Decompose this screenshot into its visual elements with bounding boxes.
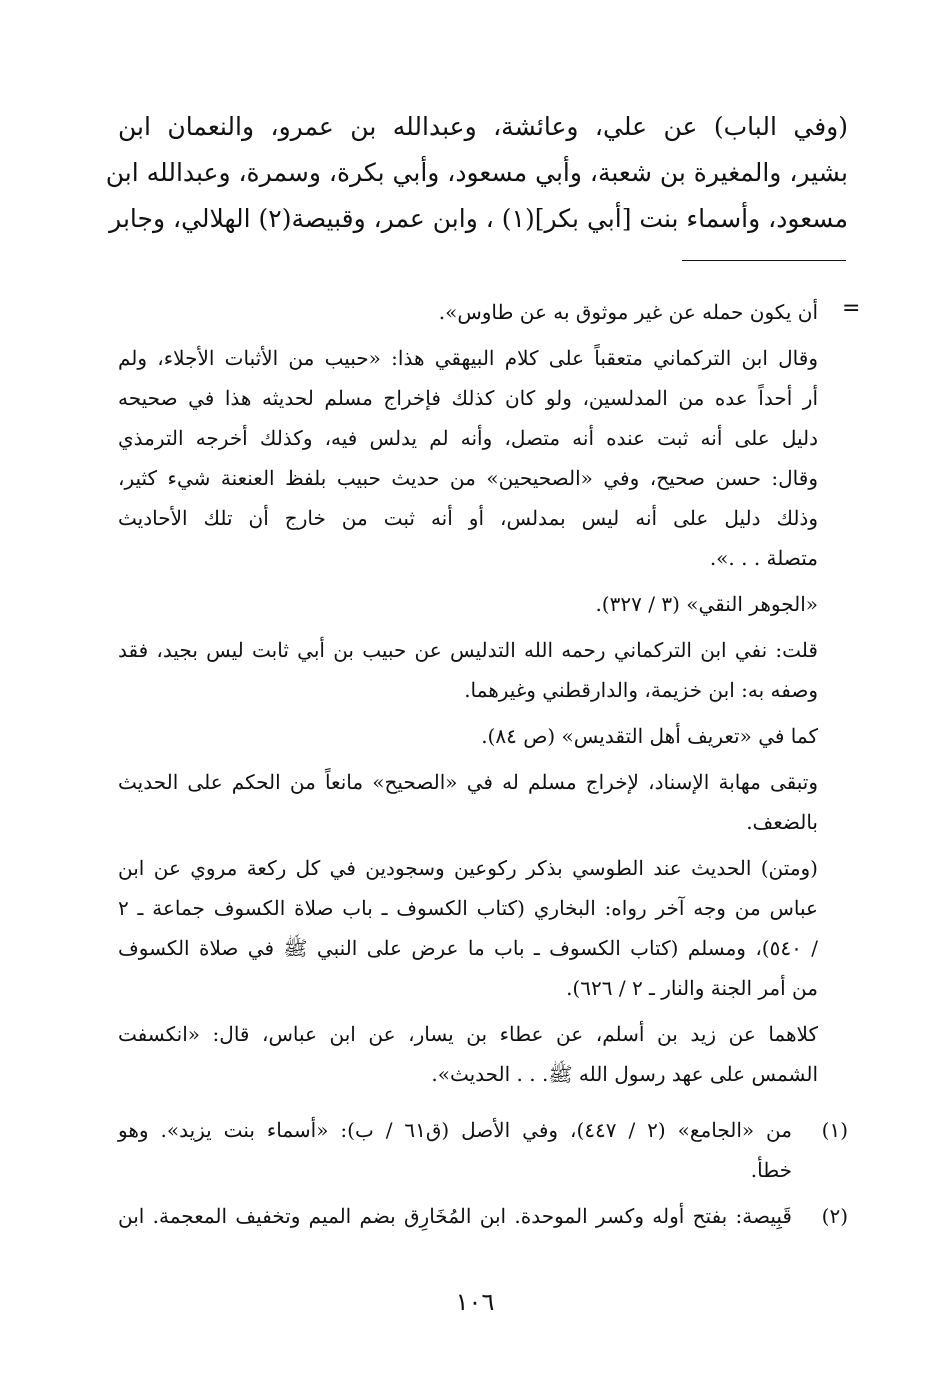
commentary-line: كلاهما عن زيد بن أسلم، عن عطاء بن يسار، عن ابن عباس، قال: «انكسفت: [118, 1022, 818, 1046]
footnote-separator: [682, 260, 846, 261]
commentary-line: كما في «تعريف أهل التقديس» (ص ٨٤).: [481, 724, 818, 748]
main-text-line: بشير، والمغيرة بن شعبة، وأبي مسعود، وأبي بكرة، وسمرة، وعبدالله ابن: [105, 158, 848, 187]
commentary-paragraph: [118, 584, 818, 624]
commentary-paragraph: [118, 292, 818, 332]
commentary-block: [118, 292, 818, 1100]
footnote-number: (١): [821, 1118, 848, 1142]
footnote-line: من «الجامع» (٢ / ٤٤٧)، وفي الأصل (ق٦١ / ب): «أسماء بنت يزيد». وهو: [118, 1118, 792, 1142]
commentary-line: وتبقى مهابة الإسناد، لإخراج مسلم له في «الصحيح» مانعاً من الحكم على الحديث: [118, 770, 818, 794]
commentary-line: بالضعف.: [746, 810, 818, 834]
footnote-body: [118, 1196, 792, 1236]
continuation-mark: =: [842, 296, 861, 321]
commentary-paragraph: [118, 716, 818, 756]
commentary-paragraph: [118, 848, 818, 1008]
commentary-line: عباس من وجه آخر رواه: البخاري (كتاب الكسوف ـ باب صلاة الكسوف جماعة ـ ٢: [118, 896, 818, 920]
commentary-paragraph: [118, 630, 818, 710]
footnote-1: [118, 1110, 848, 1190]
commentary-line: أر أحداً عده من المدلسين، ولو كان كذلك فإخراج مسلم لحديثه هذا في صحيحه: [118, 386, 818, 410]
commentary-paragraph: [118, 338, 818, 578]
commentary-line: متصلة . . .».: [709, 546, 818, 570]
footnote-2: [118, 1196, 848, 1236]
footnote-line: قَبِيصة: بفتح أوله وكسر الموحدة. ابن المُخَارِق بضم الميم وتخفيف المعجمة. ابن: [118, 1204, 792, 1228]
commentary-paragraph: [118, 762, 818, 842]
commentary-line: (ومتن) الحديث عند الطوسي بذكر ركوعين وسجودين في كل ركعة مروي عن ابن: [118, 856, 818, 880]
commentary-line: وصفه به: ابن خزيمة، والدارقطني وغيرهما.: [464, 678, 818, 702]
page-number: ١٠٦: [455, 1288, 495, 1316]
commentary-line: وذلك دليل على أنه ليس بمدلس، أو أنه ثبت من خارج أن تلك الأحاديث: [118, 506, 818, 530]
commentary-line: وقال: حسن صحيح، وفي «الصحيحين» من حديث حبيب بلفظ العنعنة شيء كثير،: [118, 466, 818, 490]
main-text-line: مسعود، وأسماء بنت [أبي بكر](١) ، وابن عمر، وقبيصة(٢) الهلالي، وجابر: [109, 204, 848, 233]
main-text-line: (وفي الباب) عن علي، وعائشة، وعبدالله بن عمرو، والنعمان ابن: [118, 112, 848, 141]
footnote-body: [118, 1110, 792, 1190]
footnote-line: خطأ.: [750, 1158, 792, 1182]
commentary-line: / ٥٤٠)، ومسلم (كتاب الكسوف ـ باب ما عرض على النبي ﷺ في صلاة الكسوف: [118, 936, 818, 960]
main-text: [105, 104, 848, 242]
commentary-line: «الجوهر النقي» (٣ / ٣٢٧).: [595, 592, 818, 616]
commentary-line: دليل على أنه ثبت عنده أنه متصل، وأنه لم يدلس فيه، وكذلك أخرجه الترمذي: [118, 426, 818, 450]
commentary-line: قلت: نفي ابن التركماني رحمه الله التدليس عن حبيب بن أبي ثابت ليس بجيد، فقد: [118, 638, 818, 662]
commentary-line: الشمس على عهد رسول الله ﷺ. . . الحديث».: [431, 1062, 818, 1086]
footnote-number: (٢): [821, 1204, 848, 1228]
commentary-line: وقال ابن التركماني متعقباً على كلام البيهقي هذا: «حبيب من الأثبات الأجلاء، ولم: [118, 346, 818, 370]
commentary-paragraph: [118, 1014, 818, 1094]
commentary-line: أن يكون حمله عن غير موثوق به عن طاوس».: [438, 300, 818, 324]
commentary-line: من أمر الجنة والنار ـ ٢ / ٦٢٦).: [566, 976, 818, 1000]
